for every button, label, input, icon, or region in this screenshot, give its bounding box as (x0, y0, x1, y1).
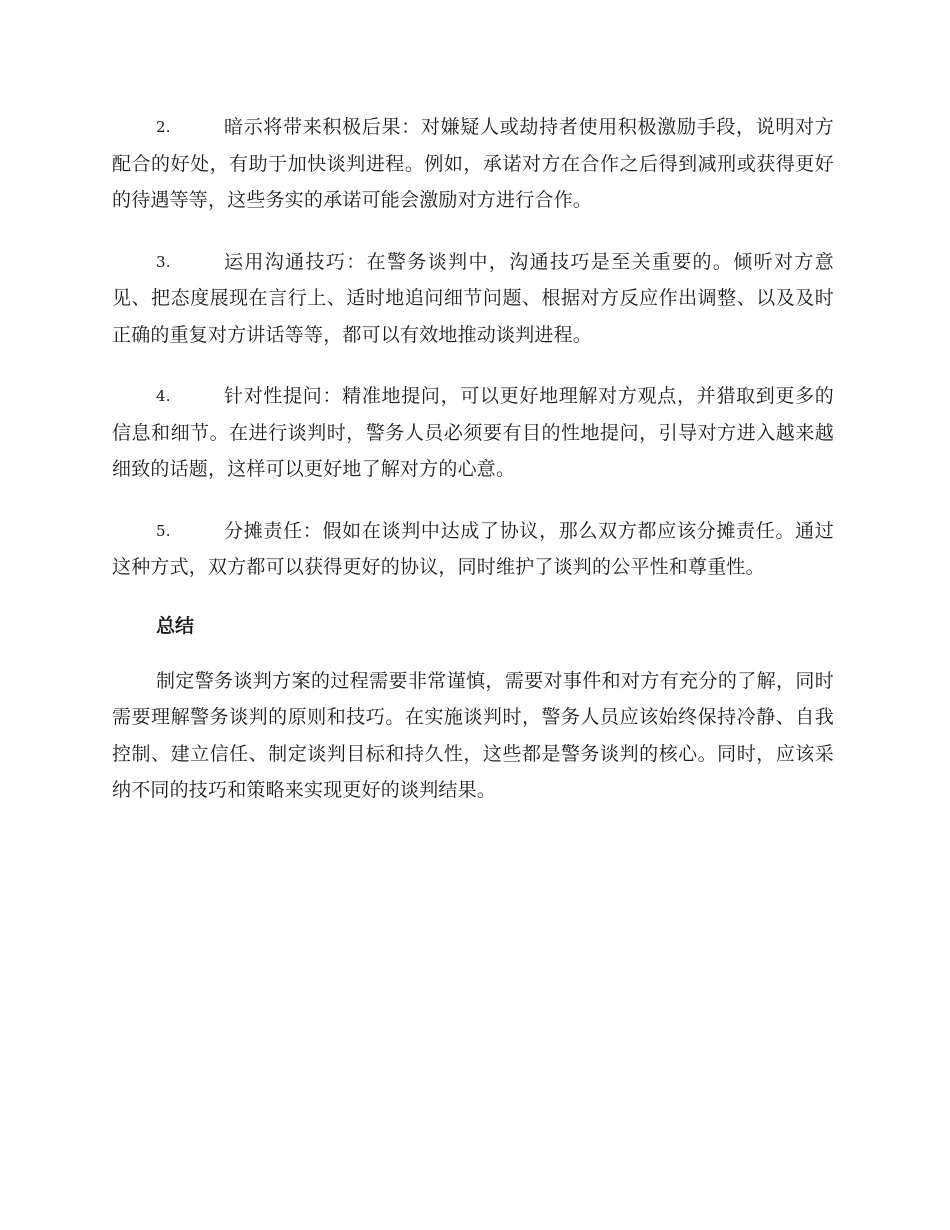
list-item (112, 244, 834, 354)
list-item (112, 109, 834, 219)
list-item-text: 运用沟通技巧：在警务谈判中，沟通技巧是至关重要的。倾听对方意见、把态度展现在言行上、适时地追问细节问题、根据对方反应作出调整、以及及时正确的重复对方讲话等等，都可以有效地推动谈判进程。 (112, 250, 834, 346)
list-item-number: 4. (156, 387, 171, 405)
document-body (112, 109, 834, 809)
list-item-text: 分摊责任：假如在谈判中达成了协议，那么双方都应该分摊责任。通过这种方式，双方都可以获得更好的协议，同时维护了谈判的公平性和尊重性。 (112, 519, 834, 578)
list-item-number: 5. (156, 521, 171, 540)
summary-heading: 总结 (156, 614, 195, 637)
list-item (112, 513, 834, 586)
list-item-number: 2. (156, 118, 171, 136)
summary-paragraph: 制定警务谈判方案的过程需要非常谨慎，需要对事件和对方有充分的了解，同时需要理解警务谈判的原则和技巧。在实施谈判时，警务人员应该始终保持冷静、自我控制、建立信任、制定谈判目标和持久性，这些都是警务谈判的核心。同时，应该采纳不同的技巧和策略来实现更好的谈判结果。 (112, 669, 834, 801)
list-item-number: 3. (156, 252, 171, 271)
list-item (112, 378, 834, 488)
list-item-text: 针对性提问：精准地提问，可以更好地理解对方观点，并猎取到更多的信息和细节。在进行谈判时，警务人员必须要有目的性地提问，引导对方进入越来越细致的话题，这样可以更好地了解对方的心意。 (112, 385, 834, 480)
list-item-text: 暗示将带来积极后果：对嫌疑人或劫持者使用积极激励手段，说明对方配合的好处，有助于加快谈判进程。例如，承诺对方在合作之后得到减刑或获得更好的待遇等等，这些务实的承诺可能会激励对方进行合作。 (112, 116, 834, 211)
